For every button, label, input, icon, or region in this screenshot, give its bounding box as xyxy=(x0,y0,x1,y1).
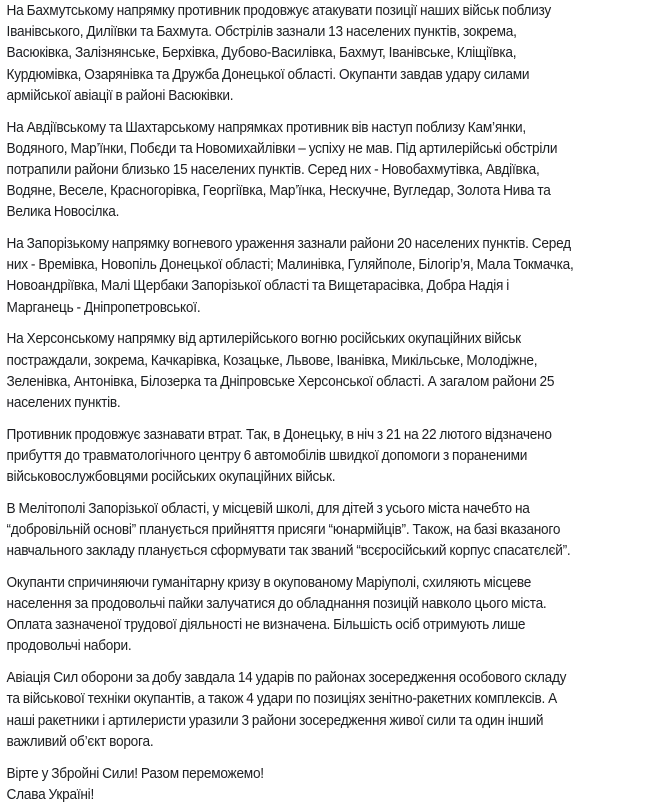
text-line: потрапили райони близько 15 населених пунктів. Серед них - Новобахмутівка, Авдіївка, xyxy=(6,161,540,178)
paragraph-aviation xyxy=(7,668,654,753)
text-line: Марганець - Дніпропетровської. xyxy=(6,299,201,316)
text-line: Окупанти спричиняючи гуманітарну кризу в окупованому Маріуполі, схиляють місцеве xyxy=(6,574,532,591)
text-line: “добровільній основі” планується прийняття присяги “юнармійців”. Також, на базі вказаного xyxy=(6,521,561,538)
text-line: На Херсонському напрямку від артилерійського вогню російських окупаційних військ xyxy=(6,331,521,348)
paragraph-donetsk-losses xyxy=(7,425,654,489)
text-line: Противник продовжує зазнавати втрат. Так, в Донецьку, в ніч з 21 на 22 лютого відзначено xyxy=(6,426,552,443)
paragraph-closing xyxy=(7,764,654,806)
text-line: прибуття до травматологічного центру 6 автомобілів швидкої допомоги з пораненими xyxy=(6,447,528,464)
text-line: Слава Україні! xyxy=(6,786,95,803)
text-line: Новоандріївка, Малі Щербаки Запорізької області та Вищетарасівка, Добра Надія і xyxy=(6,278,510,295)
paragraph-avdiivka xyxy=(7,118,654,224)
text-line: Зеленівка, Антонівка, Білозерка та Дніпровське Херсонської області. А загалом райони 25 xyxy=(6,373,555,390)
text-line: Велика Новосілка. xyxy=(6,204,120,221)
text-line: В Мелітополі Запорізької області, у місцевій школі, для дітей з усього міста начебто на xyxy=(6,500,530,517)
text-line: наші ракетники і артилеристи уразили 3 райони зосередження живої сили та один інший xyxy=(6,712,544,729)
text-line: Іванівського, Диліївки та Бахмута. Обстрілів зазнали 13 населених пунктів, зокрема, xyxy=(6,24,517,41)
text-line: Оплата зазначеної трудової діяльності не визначена. Більшість осіб отримують лише xyxy=(6,617,526,634)
text-line: Вірте у Збройні Сили! Разом переможемо! xyxy=(6,765,264,782)
paragraph-kherson xyxy=(7,329,654,414)
paragraph-zaporizhzhia xyxy=(7,234,654,319)
paragraph-bakhmut xyxy=(7,1,654,107)
text-line: навчального закладу планується сформувати так званий “всєросійський корпус спасатєлєй”. xyxy=(6,543,571,560)
text-line: Водяне, Веселе, Красногорівка, Георгіївка, Мар’їнка, Нескучне, Вугледар, Золота Нива та xyxy=(6,183,551,200)
text-line: На Бахмутському напрямку противник продовжує атакувати позиції наших військ поблизу xyxy=(6,3,552,19)
text-line: Авіація Сил оборони за добу завдала 14 ударів по районах зосередження особового складу xyxy=(6,670,567,687)
text-line: Водяного, Мар’їнки, Побєди та Новомихайлівки – успіху не мав. Під артилерійські обстріли xyxy=(6,140,558,157)
text-line: та військової техніки окупантів, а також 4 удари по позиціях зенітно-ракетних комплексів. А xyxy=(6,691,558,708)
text-line: На Запорізькому напрямку вогневого ураження зазнали райони 20 населених пунктів. Серед xyxy=(6,236,571,253)
text-line: продовольчі набори. xyxy=(6,638,132,655)
text-line: Васюківка, Залізнянське, Берхівка, Дубово-Василівка, Бахмут, Іванівське, Кліщіївка, xyxy=(6,45,517,62)
paragraph-melitopol xyxy=(7,499,654,563)
text-line: населених пунктів. xyxy=(6,394,121,411)
text-line: армійської авіації в районі Васюківки. xyxy=(6,87,234,104)
text-line: постраждали, зокрема, Качкарівка, Козацьке, Львове, Іванівка, Микільське, Молодіжне, xyxy=(6,352,538,369)
text-line: військовослужбовцями російських окупаційних військ. xyxy=(6,469,336,486)
text-line: них - Времівка, Новопіль Донецької області; Малинівка, Гуляйполе, Білогір’я, Мала Токмачка, xyxy=(6,257,574,274)
text-line: Курдюмівка, Озарянівка та Дружба Донецької області. Окупанти завдав удару силами xyxy=(6,66,530,83)
text-line: важливий об’єкт ворога. xyxy=(6,733,154,750)
text-line: На Авдіївському та Шахтарському напрямках противник вів наступ поблизу Кам’янки, xyxy=(6,119,526,136)
text-line: населення за продовольчі пайки залучатися до обладнання позицій навколо цього міста. xyxy=(6,596,547,613)
paragraph-mariupol xyxy=(7,573,654,658)
